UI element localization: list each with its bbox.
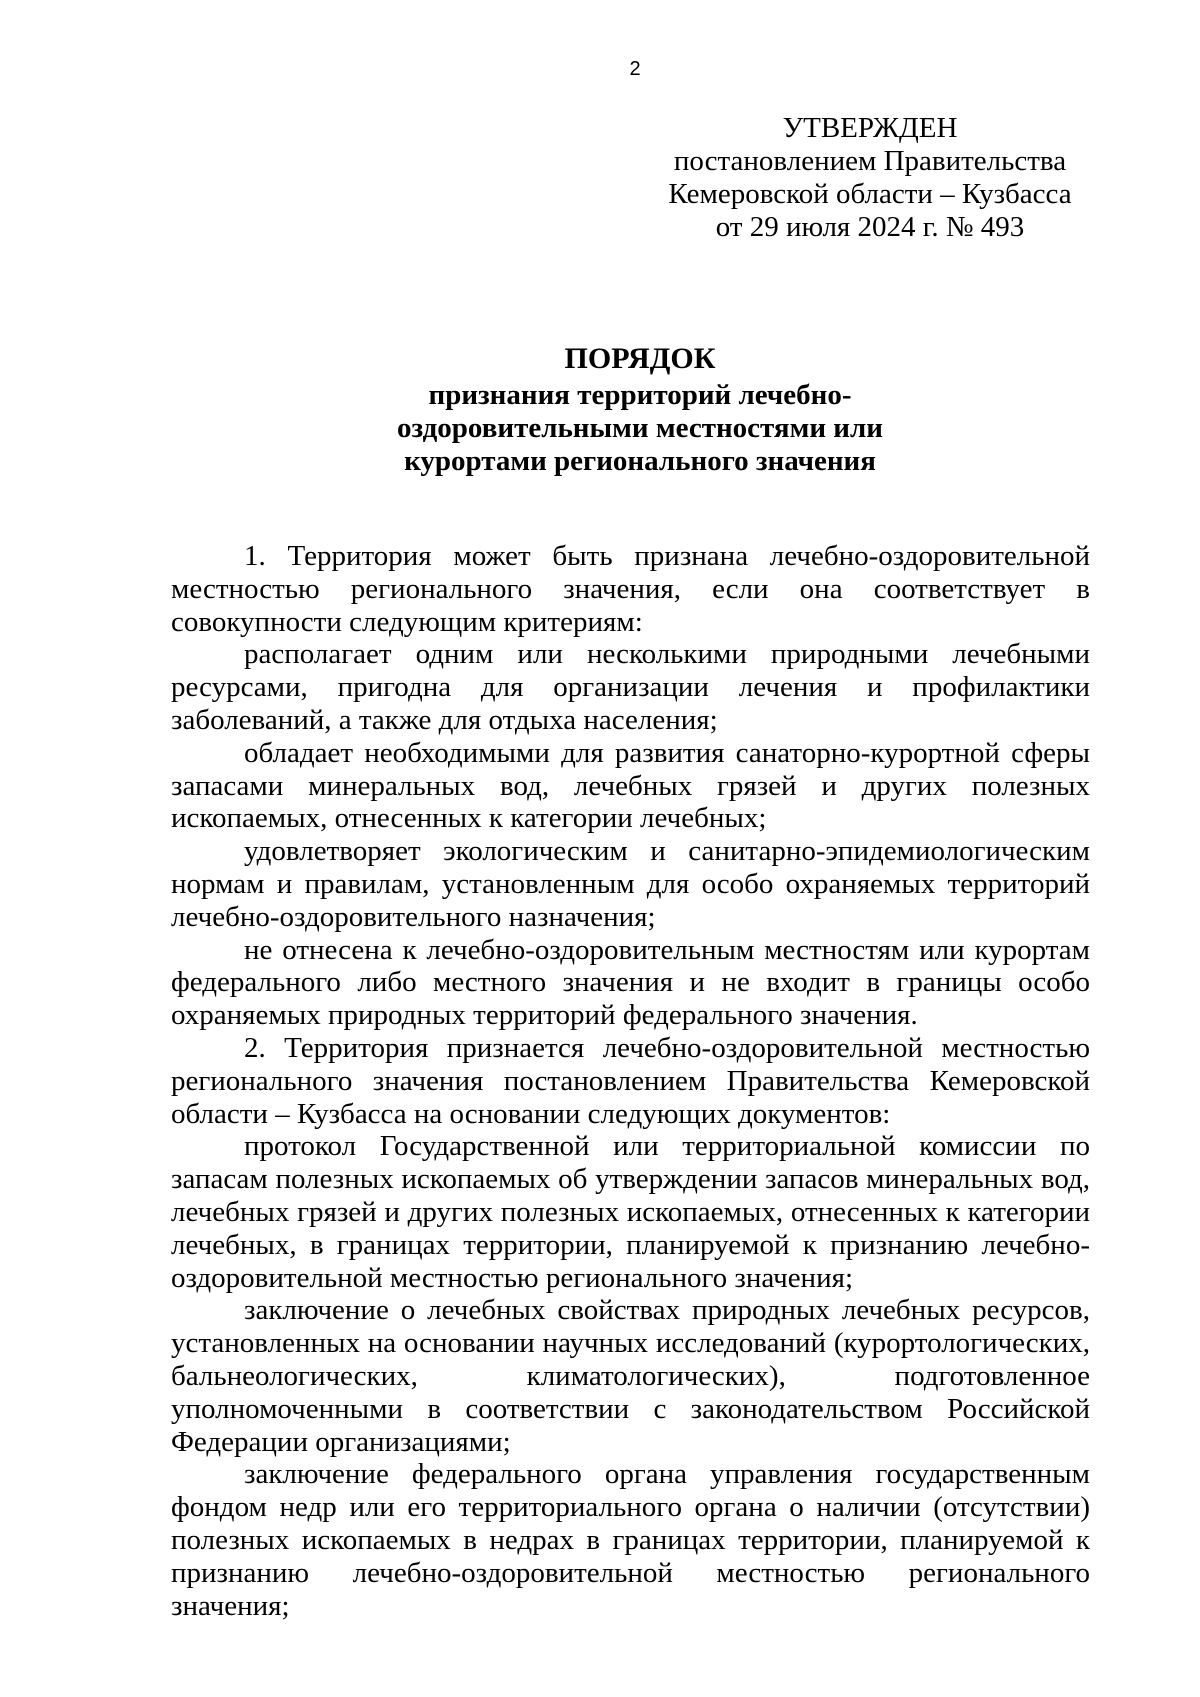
title-subtitle-line-1: признания территорий лечебно-	[428, 379, 852, 411]
paragraph-criterion-not-federal: не отнесена к лечебно-оздоровительным местностям или курортам федерального либо местного значения и не входит в границы особо охраняемых природных территорий федерального значения.	[171, 933, 1090, 1032]
title-subtitle-line-2: оздоровительными местностями или	[397, 412, 883, 444]
title-subtitle-line-3: курортами регионального значения	[404, 445, 876, 477]
document-title	[330, 342, 950, 478]
approval-heading: УТВЕРЖДЕН	[782, 112, 958, 144]
paragraph-criterion-resources: располагает одним или несколькими природными лечебными ресурсами, пригодна для организации лечения и профилактики заболеваний, а также для отдыха населения;	[171, 638, 1090, 736]
paragraph-2: 2. Территория признается лечебно-оздоровительной местностью регионального значения постановлением Правительства Кемеровской области – Кузбасса на основании следующих документов:	[171, 1031, 1090, 1130]
approval-line-region: Кемеровской области – Кузбасса	[668, 178, 1072, 210]
paragraph-doc-conclusion-properties: заключение о лечебных свойствах природных лечебных ресурсов, установленных на основании научных исследований (курортологических, бальнеологических, климатологических), подготовленное уполномоченными в соответствии с законодательством Российской Федерации организациями;	[171, 1294, 1090, 1458]
paragraph-criterion-norms: удовлетворяет экологическим и санитарно-эпидемиологическим нормам и правилам, установленным для особо охраняемых территорий лечебно-оздоровительного назначения;	[171, 835, 1090, 933]
paragraph-doc-conclusion-subsoil: заключение федерального органа управления государственным фондом недр или его территориального органа о наличии (отсутствии) полезных ископаемых в недрах в границах территории, планируемой к признанию лечебно-оздоровительной местностью регионального значения;	[171, 1458, 1090, 1622]
paragraph-criterion-reserves: обладает необходимыми для развития санаторно-курортной сферы запасами минеральных вод, лечебных грязей и других полезных ископаемых, отнесенных к категории лечебных;	[171, 736, 1090, 835]
page-number: 2	[629, 58, 641, 80]
paragraph-doc-protocol: протокол Государственной или территориальной комиссии по запасам полезных ископаемых об утверждении запасов минеральных вод, лечебных грязей и других полезных ископаемых, отнесенных к категории лечебных, в границах территории, планируемой к признанию лечебно-оздоровительной местностью регионального значения;	[171, 1130, 1090, 1294]
approval-stamp-block	[640, 112, 1100, 244]
document-body	[171, 540, 1090, 1622]
approval-line-decree: постановлением Правительства	[673, 145, 1067, 177]
paragraph-1: 1. Территория может быть признана лечебно-оздоровительной местностью регионального значения, если она соответствует в совокупности следующим критериям:	[171, 540, 1090, 638]
title-main: ПОРЯДОК	[564, 342, 716, 375]
approval-line-date: от 29 июля 2024 г. № 493	[715, 211, 1025, 243]
